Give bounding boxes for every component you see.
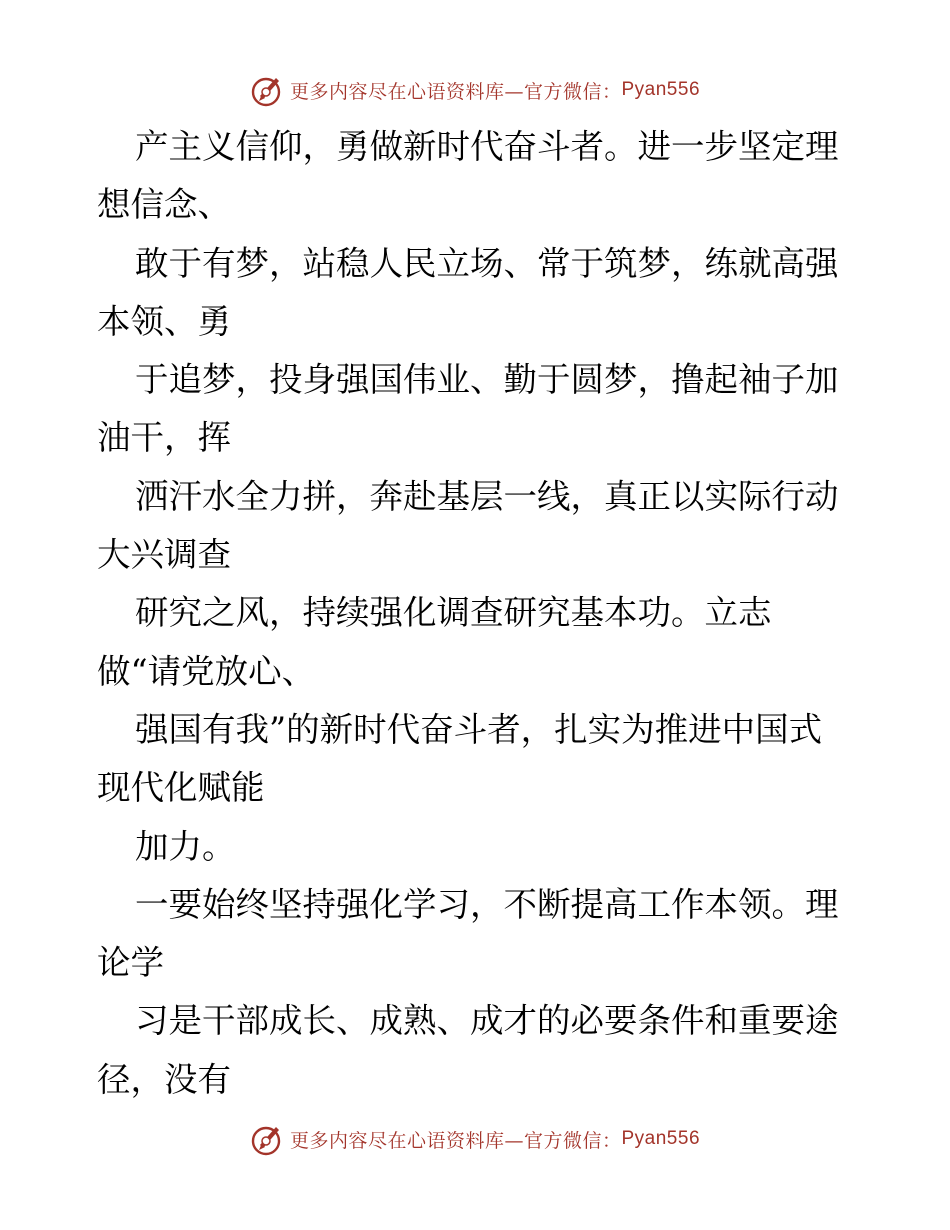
text-line: 习是干部成长、成熟、成才的必要条件和重要途 [135,1001,839,1041]
footer-banner [0,1119,950,1159]
text-line: 研究之风，持续强化调查研究基本功。立志 [135,593,772,633]
text-line: 油干，挥 [97,418,231,458]
feather-pen-seal-icon [250,72,286,108]
text-line: 于追梦，投身强国伟业、勤于圆梦，撸起袖子加 [135,360,839,400]
text-line: 径，没有 [97,1059,231,1099]
banner-wechat-id: Pyan556 [621,1128,701,1149]
text-line: 洒汗水全力拼，奔赴基层一线，真正以实际行动 [135,476,839,516]
text-line: 一要始终坚持强化学习，不断提高工作本领。理 [135,884,839,924]
text-line: 论学 [97,943,164,983]
text-line: 做“请党放心、 [97,651,316,691]
text-line: 敢于有梦，站稳人民立场、常于筑梦，练就高强 [135,243,839,283]
body-text [97,118,857,1109]
feather-pen-seal-icon [250,1121,286,1157]
text-line: 大兴调查 [97,535,231,575]
banner-text: 更多内容尽在心语资料库—官方微信： [289,80,622,103]
text-line: 想信念、 [97,185,231,225]
banner-text: 更多内容尽在心语资料库—官方微信： [289,1129,622,1152]
text-line: 加力。 [135,826,236,866]
banner-wechat-id: Pyan556 [621,79,701,100]
header-banner [0,70,950,110]
text-line: 现代化赋能 [97,768,265,808]
text-line: 强国有我”的新时代奋斗者，扎实为推进中国式 [135,709,823,749]
text-line: 本领、勇 [97,301,231,341]
text-line: 产主义信仰，勇做新时代奋斗者。进一步坚定理 [135,127,839,166]
